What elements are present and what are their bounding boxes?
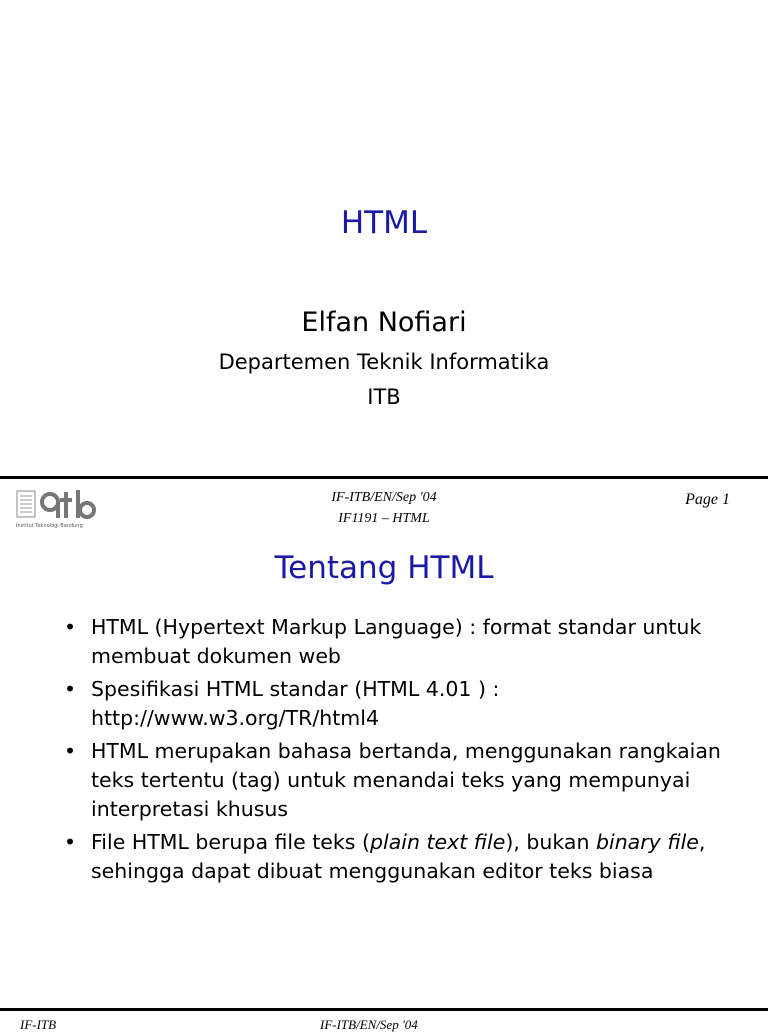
next-slide-header-partial bbox=[0, 1015, 768, 1032]
author-name: Elfan Nofiari bbox=[301, 307, 467, 338]
bullet-text-part: File HTML berupa file teks ( bbox=[91, 830, 370, 854]
bullet-text: HTML (Hypertext Markup Language) : format standar untuk membuat dokumen web bbox=[91, 615, 702, 668]
slide-separator-bottom bbox=[0, 1008, 768, 1011]
course-info bbox=[234, 487, 534, 529]
slide2-title: Tentang HTML bbox=[274, 550, 494, 586]
bullet-icon: • bbox=[64, 739, 77, 763]
bullet-text: HTML merupakan bahasa bertanda, menggunakan rangkaian teks tertentu (tag) untuk menandai teks yang mempunyai interpretasi khusus bbox=[91, 739, 721, 821]
itb-logo-icon bbox=[16, 488, 100, 524]
bullet-text-part: , sehingga dapat dibuat menggunakan editor teks biasa bbox=[91, 830, 706, 883]
department-name: Departemen Teknik Informatika bbox=[218, 350, 550, 374]
next-header-center: IF-ITB/EN/Sep '04 bbox=[320, 1017, 418, 1032]
logo-caption: Institut Teknologi Bandung bbox=[16, 523, 83, 529]
list-item bbox=[62, 828, 722, 886]
bullet-text-italic: plain text file bbox=[369, 830, 506, 854]
page-number: Page 1 bbox=[685, 491, 730, 508]
bullet-icon: • bbox=[64, 677, 77, 701]
list-item bbox=[62, 613, 722, 671]
bullet-icon: • bbox=[64, 830, 77, 854]
bullet-icon: • bbox=[64, 615, 77, 639]
bullet-text: Spesifikasi HTML standar (HTML 4.01 ) : http://www.w3.org/TR/html4 bbox=[91, 677, 500, 730]
slide1-title: HTML bbox=[340, 205, 428, 241]
list-item bbox=[62, 737, 722, 824]
slide-separator-top bbox=[0, 476, 768, 479]
bullet-list bbox=[62, 613, 722, 890]
list-item bbox=[62, 675, 722, 733]
course-line-1: IF-ITB/EN/Sep '04 bbox=[331, 490, 437, 505]
bullet-text-italic: binary file bbox=[595, 830, 699, 854]
bullet-text-part: ), bukan bbox=[505, 830, 596, 854]
next-header-left: IF-ITB bbox=[20, 1017, 57, 1032]
institution-name: ITB bbox=[367, 385, 401, 409]
course-line-2: IF1191 – HTML bbox=[338, 511, 430, 526]
